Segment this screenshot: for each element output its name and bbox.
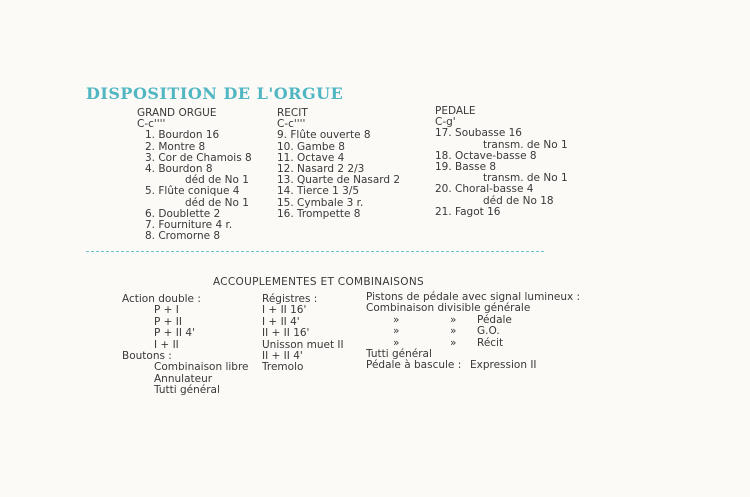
stop-item: 9. Flûte ouverte 8 — [277, 129, 371, 142]
division-row — [366, 326, 606, 337]
ditto-mark: » — [393, 325, 400, 338]
stop-item: 13. Quarte de Nasard 2 — [277, 174, 401, 187]
ditto-mark: » — [450, 325, 457, 338]
divisions-list — [366, 315, 606, 349]
bascule-row — [366, 360, 606, 371]
recit-column — [277, 108, 400, 220]
accouplements-heading: ACCOUPLEMENTES ET COMBINAISONS — [213, 276, 424, 288]
action-double-label: Action double : — [122, 293, 201, 305]
registres-label: Régistres : — [262, 293, 318, 305]
grand-orgue-heading: GRAND ORGUE — [137, 107, 217, 119]
recit-heading: RECIT — [277, 107, 308, 119]
stop-note: transm. de No 1 — [483, 138, 568, 151]
stop-note: transm. de No 1 — [483, 172, 568, 185]
stop-item: 4. Bourdon 8 — [145, 163, 213, 176]
stop-item: 6. Doublette 2 — [145, 207, 221, 220]
grand-orgue-stop-list — [137, 130, 252, 242]
coupler-item: P + II — [154, 315, 182, 328]
ditto-mark: » — [450, 336, 457, 349]
stop-item: 16. Trompette 8 — [277, 207, 361, 220]
stop-item: 10. Gambe 8 — [277, 140, 345, 153]
stop-item: 8. Cromorne 8 — [145, 230, 221, 243]
bascule-label: Pédale à bascule : — [366, 359, 462, 372]
stop-item: 2. Montre 8 — [145, 140, 206, 153]
stop-item: 7. Fourniture 4 r. — [145, 219, 233, 232]
registre-item: I + II 4' — [262, 315, 300, 328]
stop-item: 11. Octave 4 — [277, 151, 345, 164]
tremolo-label: Tremolo — [262, 361, 304, 374]
boutons-label: Boutons : — [122, 350, 172, 363]
pedale-column — [435, 106, 568, 218]
page-title: DISPOSITION DE L'ORGUE — [86, 84, 344, 103]
stop-item: 20. Choral-basse 4 — [435, 183, 534, 196]
coupler-item: P + II 4' — [154, 327, 195, 340]
recit-range: C-c'''' — [277, 118, 306, 131]
stop-item: 3. Cor de Chamois 8 — [145, 151, 252, 164]
coupler-item: I + II — [154, 338, 179, 351]
bascule-value: Expression II — [470, 359, 537, 372]
stop-item: 12. Nasard 2 2/3 — [277, 163, 365, 176]
bouton-item: Tutti général — [154, 384, 220, 397]
stop-note: déd de No 1 — [185, 174, 249, 187]
grand-orgue-range: C-c'''' — [137, 118, 166, 131]
pedale-stop-list — [435, 128, 568, 218]
registres-list — [262, 305, 344, 362]
combinaison-label: Combinaison divisible générale — [366, 302, 531, 315]
grand-orgue-column — [137, 108, 252, 242]
coupler-item: P + I — [154, 304, 179, 317]
action-double-list — [122, 305, 249, 351]
stop-note: déd de No 1 — [185, 196, 249, 209]
division-label: G.O. — [477, 325, 500, 338]
registre-item: II + II 16' — [262, 327, 310, 340]
stop-item: 19. Basse 8 — [435, 161, 497, 174]
stop-item: 14. Tierce 1 3/5 — [277, 185, 360, 198]
registre-item: Unisson muet II — [262, 338, 344, 351]
registre-item: II + II 4' — [262, 350, 303, 363]
accouplements-col-3 — [366, 292, 606, 372]
boutons-list — [122, 362, 249, 396]
pedale-heading: PEDALE — [435, 105, 476, 117]
stop-item: 18. Octave-basse 8 — [435, 149, 537, 162]
stop-note: déd de No 18 — [483, 194, 554, 207]
bouton-item: Combinaison libre — [154, 361, 249, 374]
stop-item: 15. Cymbale 3 r. — [277, 196, 364, 209]
pedale-range: C-g' — [435, 116, 456, 129]
ditto-mark: » — [393, 313, 400, 326]
accouplements-col-2 — [262, 294, 344, 374]
stop-item: 17. Soubasse 16 — [435, 127, 522, 140]
registre-item: I + II 16' — [262, 304, 307, 317]
ditto-mark: » — [450, 313, 457, 326]
section-divider — [86, 251, 544, 252]
accouplements-col-1 — [122, 294, 249, 397]
recit-stop-list — [277, 130, 400, 220]
stop-item: 5. Flûte conique 4 — [145, 185, 240, 198]
tutti-label: Tutti général — [366, 347, 432, 360]
pistons-label: Pistons de pédale avec signal lumineux : — [366, 291, 581, 303]
stop-item: 1. Bourdon 16 — [145, 129, 220, 142]
stop-item: 21. Fagot 16 — [435, 205, 501, 218]
ditto-mark: » — [393, 336, 400, 349]
division-label: Récit — [477, 336, 504, 349]
division-label: Pédale — [477, 313, 512, 326]
division-row — [366, 338, 606, 349]
bouton-item: Annulateur — [154, 372, 213, 385]
